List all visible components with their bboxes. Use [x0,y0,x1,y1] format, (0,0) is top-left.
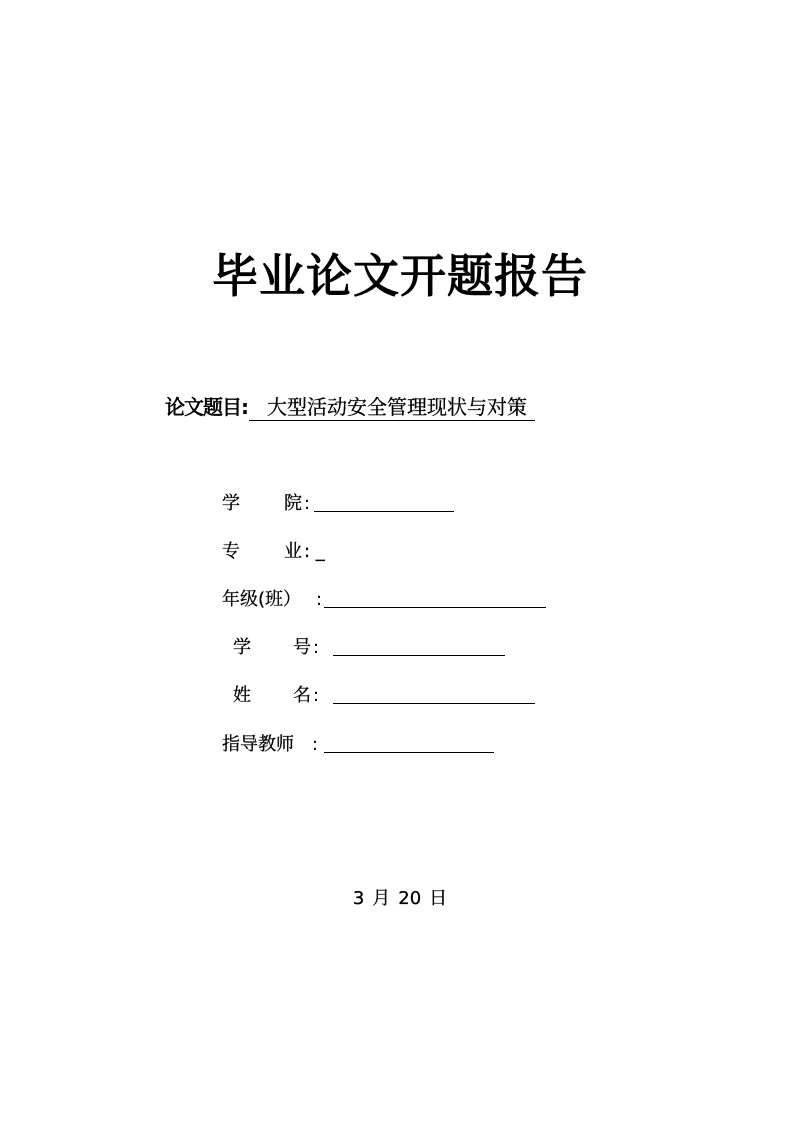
grade-class-colon: : [316,589,323,610]
thesis-topic-label: 论文题目 [165,395,241,419]
college-colon: : [304,493,311,514]
student-id-field [233,634,513,662]
name-field [233,682,543,710]
advisor-label: 指导教师 [222,734,294,755]
college-blank-line [314,511,454,512]
date-day: 20 [398,888,422,909]
major-label-char-1: 专 [222,541,240,562]
report-title: 毕业论文开题报告 [212,249,588,303]
college-label-char-2: 院 [284,493,302,514]
date-day-unit: 日 [429,888,448,909]
grade-class-blank-line [324,607,546,608]
advisor-field [222,731,502,759]
major-colon: : _ [304,541,325,562]
student-id-label-char-1: 学 [233,637,251,658]
student-id-colon: : [313,637,320,658]
grade-class-field [222,586,552,614]
thesis-topic-value: 大型活动安全管理现状与对策 [249,394,535,421]
name-label-char-2: 名 [293,685,311,706]
college-field [222,490,462,518]
grade-class-label: 年级(班） [222,589,302,610]
student-id-label-char-2: 号 [293,637,311,658]
college-label-char-1: 学 [222,493,240,514]
major-field [222,538,382,566]
name-blank-line [333,703,535,704]
date-month-unit: 月 [372,888,391,909]
major-label-char-2: 业 [284,541,302,562]
student-id-blank-line [333,655,505,656]
name-label-char-1: 姓 [233,685,251,706]
thesis-topic-colon: : [241,395,249,419]
name-colon: : [313,685,320,706]
advisor-colon: : [312,734,319,755]
report-date [0,884,800,914]
date-month: 3 [352,888,365,909]
advisor-blank-line [324,752,494,753]
thesis-topic-row [165,392,535,422]
